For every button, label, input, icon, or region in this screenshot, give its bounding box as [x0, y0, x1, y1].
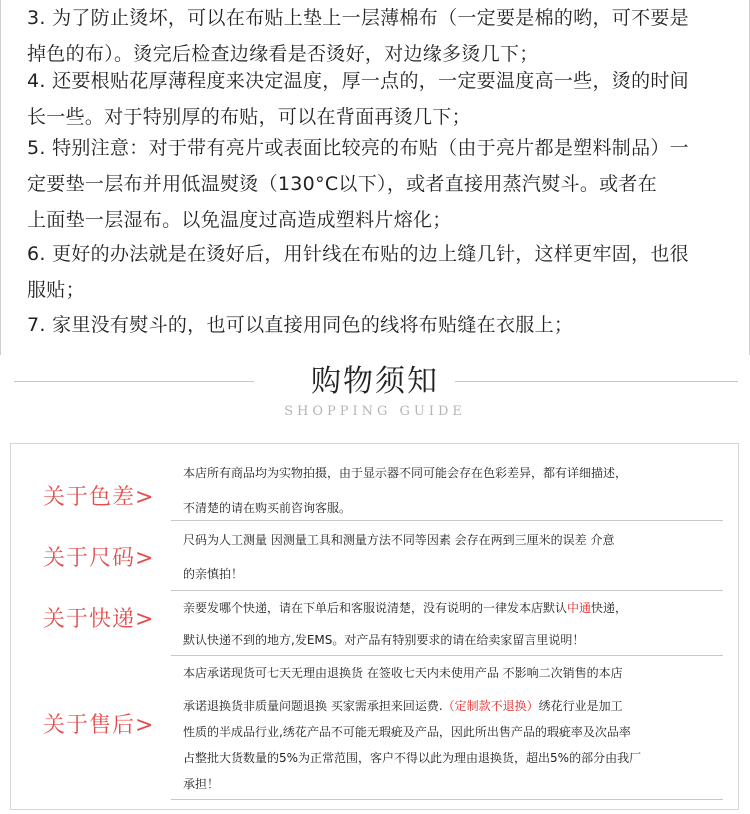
text-color-difference-line2: 不清楚的请在购买前咨询客服。 — [183, 501, 352, 515]
text-after-sales-part: 绣花行业是加工 — [538, 699, 623, 713]
instruction-item-3 — [27, 0, 739, 72]
instruction-line: 掉色的布）。烫完后检查边缘看是否烫好，对边缘多烫几下； — [27, 43, 539, 65]
instruction-number: 4. — [27, 70, 46, 92]
guide-subtitle: SHOPPING GUIDE — [284, 404, 466, 419]
instruction-item-6 — [27, 236, 739, 308]
instruction-item-7 — [27, 307, 739, 343]
shopping-guide-box — [10, 443, 739, 810]
instruction-number: 3. — [27, 7, 46, 29]
section-divider — [171, 799, 723, 800]
text-after-sales-line4: 占整批大货数量的5%为正常范围，客户不得以此为理由退换货，超出5%的部分由我厂 — [183, 751, 642, 765]
text-after-sales-line5: 承担！ — [183, 777, 220, 791]
instruction-number: 6. — [27, 243, 46, 265]
instruction-number: 5. — [27, 137, 46, 159]
section-divider — [171, 590, 723, 591]
label-color-difference: 关于色差> — [43, 485, 155, 510]
text-after-sales-line2 — [183, 697, 723, 714]
text-delivery-part: 快递， — [591, 601, 628, 615]
highlight-courier: 中通 — [567, 601, 592, 615]
section-divider — [171, 520, 723, 521]
text-after-sales-line1: 本店承诺现货可七天无理由退换货 在签收七天内未使用产品 不影响二次销售的本店 — [183, 666, 623, 680]
text-delivery-part: 亲要发哪个快递，请在下单后和客服说清楚，没有说明的一律发本店默认 — [183, 601, 568, 615]
instruction-number: 7. — [27, 314, 46, 336]
instruction-line: 上面垫一层湿布。以免温度过高造成塑料片熔化； — [27, 209, 452, 231]
text-size-line2: 的亲慎拍！ — [183, 567, 244, 581]
instruction-line: 长一些。对于特别厚的布贴，可以在背面再烫几下； — [27, 106, 471, 128]
text-delivery-line1 — [183, 599, 723, 616]
instruction-line: 服贴； — [27, 279, 85, 301]
instruction-line: 更好的办法就是在烫好后，用针线在布贴的边上缝几针，这样更牢固，也很 — [52, 243, 689, 265]
text-after-sales-part: 承诺退换货非质量问题退换 买家需承担来回运费. — [183, 699, 443, 713]
instruction-item-5 — [27, 130, 739, 238]
instruction-line: 定要垫一层布并用低温熨烫（130°C以下），或者直接用蒸汽熨斗。或者在 — [27, 173, 658, 195]
highlight-custom-no-return: （定制款不退换） — [442, 699, 539, 713]
section-divider — [171, 655, 723, 656]
instruction-line: 家里没有熨斗的，也可以直接用同色的线将布贴缝在衣服上； — [52, 314, 574, 336]
instruction-line: 特别注意：对于带有亮片或表面比较亮的布贴（由于亮片都是塑料制品）一 — [52, 137, 689, 159]
text-size-line1: 尺码为人工测量 因测量工具和测量方法不同等因素 会存在两到三厘米的误差 介意 — [183, 533, 615, 547]
label-delivery: 关于快递> — [43, 607, 155, 632]
ironing-instructions — [0, 0, 750, 355]
text-delivery-line2: 默认快递不到的地方,发EMS。对产品有特别要求的请在给卖家留言里说明！ — [183, 633, 585, 647]
label-after-sales: 关于售后> — [43, 713, 155, 738]
label-size: 关于尺码> — [43, 546, 155, 571]
instruction-line: 还要根贴花厚薄程度来决定温度，厚一点的，一定要温度高一些，烫的时间 — [52, 70, 689, 92]
text-after-sales-line3: 性质的半成品行业,绣花产品不可能无瑕疵及产品，因此所出售产品的瑕疵率及次品率 — [183, 725, 631, 739]
guide-title: 购物须知 — [311, 364, 439, 399]
text-color-difference-line1: 本店所有商品均为实物拍摄，由于显示器不同可能会存在色彩差异，都有详细描述， — [183, 466, 628, 480]
instruction-item-4 — [27, 63, 739, 135]
instruction-line: 为了防止烫坏，可以在布贴上垫上一层薄棉布（一定要是棉的哟，可不要是 — [52, 7, 689, 29]
